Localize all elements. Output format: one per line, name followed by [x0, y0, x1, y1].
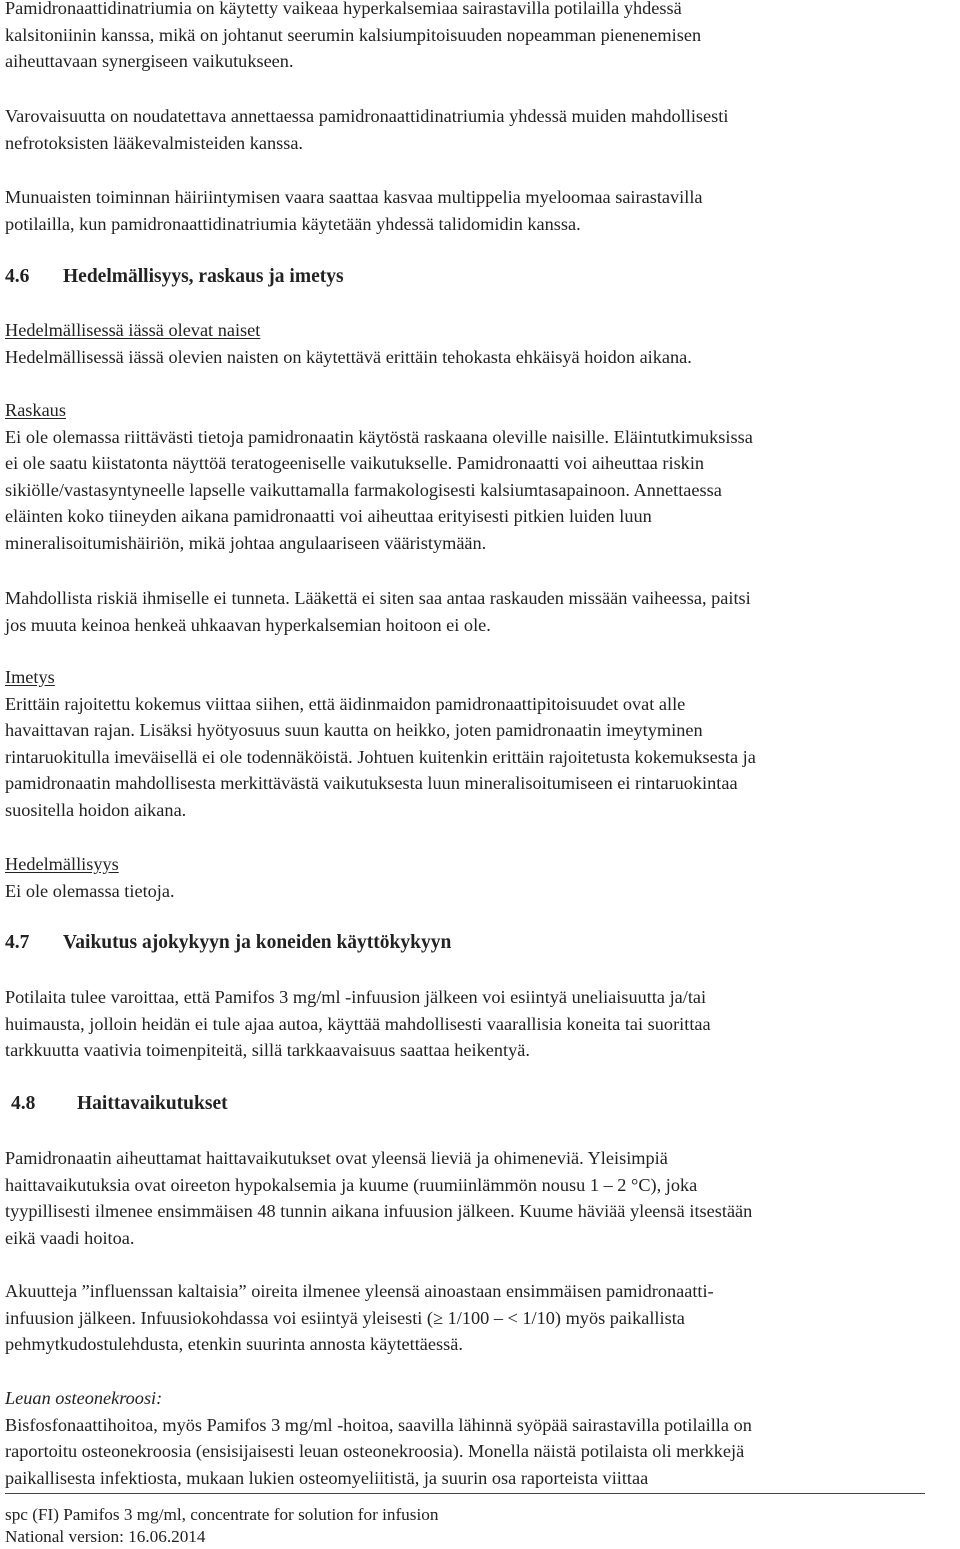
text-line: haittavaikutuksia ovat oireeton hypokalsemia ja kuume (ruumiinlämmön nousu 1 – 2 °C), joka	[5, 1174, 698, 1195]
section-title: Haittavaikutukset	[77, 1093, 228, 1114]
section-number: 4.6	[5, 266, 30, 287]
paragraph-renal-thalidomide	[5, 184, 956, 237]
paragraph-adverse-effects-overview	[5, 1145, 956, 1251]
text-line: mineralisoitumishäiriön, mikä johtaa angulaariseen vääristymään.	[5, 532, 487, 553]
text-line: Bisfosfonaattihoitoa, myös Pamifos 3 mg/ml -hoitoa, saavilla lähinnä syöpää sairastavilla potilailla on	[5, 1414, 752, 1435]
subsection-fertility	[5, 851, 956, 904]
text-line: Munuaisten toiminnan häiriintymisen vaara saattaa kasvaa multippelia myeloomaa sairastavilla	[5, 187, 703, 207]
text-line: Pamidronaatin aiheuttamat haittavaikutukset ovat yleensä lieviä ja ohimeneviä. Yleisimpiä	[5, 1148, 668, 1168]
section-heading-4-6	[5, 264, 956, 291]
paragraph-nephrotoxic-caution	[5, 103, 956, 156]
text-line: nefrotoksisten lääkevalmisteiden kanssa.	[5, 132, 303, 153]
text-line: paikallisesta infektiosta, mukaan lukien osteomyeliitistä, ja suurin osa raporteista viittaa	[5, 1467, 649, 1488]
paragraph-driving-warning	[5, 984, 956, 1064]
text-line: suositella hoidon aikana.	[5, 799, 187, 820]
text-line: Potilaita tulee varoittaa, että Pamifos 3 mg/ml -infuusion jälkeen voi esiintyä uneliaisuutta ja/tai	[5, 987, 707, 1007]
text-line: sikiölle/vastasyntyneelle lapselle vaikuttamalla farmakologisesti kalsiumtasapainoon. Annettaessa	[5, 479, 722, 500]
text-line: infuusion jälkeen. Infuusiokohdassa voi esiintyä yleisesti (≥ 1/100 – < 1/10) myös paikallista	[5, 1307, 685, 1328]
paragraph-flu-like-symptoms	[5, 1278, 956, 1358]
subheading-jaw-osteonecrosis: Leuan osteonekroosi:	[5, 1388, 163, 1408]
subheading-breastfeeding: Imetys	[5, 667, 55, 687]
section-number: 4.8	[11, 1093, 36, 1114]
text-line: raportoitu osteonekroosia (ensisijaisesti leuan osteonekroosia). Monella näistä potilaista oli merkkejä	[5, 1441, 745, 1461]
section-title: Vaikutus ajokykyyn ja koneiden käyttökykyyn	[63, 932, 452, 953]
text-line: Mahdollista riskiä ihmiselle ei tunneta. Lääkettä ei siten saa antaa raskauden missään vaiheessa, paitsi	[5, 588, 751, 608]
section-title: Hedelmällisyys, raskaus ja imetys	[63, 266, 344, 287]
text-line: Hedelmällisessä iässä olevien naisten on käytettävä erittäin tehokasta ehkäisyä hoidon aikana.	[5, 346, 692, 367]
text-line: Ei ole olemassa riittävästi tietoja pamidronaatin käytöstä raskaana oleville naisille. Eläintutkimuksissa	[5, 426, 753, 447]
text-line: rintaruokitulla imeväisellä ei ole todennäköistä. Johtuen kuitenkin erittäin rajoitetusta kokemuksesta ja	[5, 746, 756, 767]
text-line: tarkkuutta vaativia toimenpiteitä, sillä tarkkaavaisuus saattaa heikentyä.	[5, 1040, 530, 1060]
text-line: Ei ole olemassa tietoja.	[5, 880, 175, 901]
subheading-fertile-women: Hedelmällisessä iässä olevat naiset	[5, 320, 261, 340]
footer-version-line: National version: 16.06.2014	[5, 1527, 206, 1546]
paragraph-interaction-calcitonin	[5, 0, 956, 75]
footer-product-line: spc (FI) Pamifos 3 mg/ml, concentrate for solution for infusion	[5, 1505, 439, 1524]
section-number: 4.7	[5, 932, 30, 953]
text-line: huimausta, jolloin heidän ei tule ajaa autoa, käyttää mahdollisesti vaarallisia koneita tai suorittaa	[5, 1013, 711, 1034]
text-line: eläinten koko tiineyden aikana pamidronaatti voi aiheuttaa erityisesti pitkien luiden luun	[5, 506, 652, 526]
text-line: pehmytkudostulehdusta, etenkin suurinta annosta käytettäessä.	[5, 1334, 463, 1354]
paragraph-human-risk	[5, 585, 956, 638]
text-line: Akuutteja ”influenssan kaltaisia” oireita ilmenee yleensä ainoastaan ensimmäisen pamidronaatti-	[5, 1281, 714, 1301]
subsection-jaw-osteonecrosis	[5, 1385, 956, 1491]
text-line: jos muuta keinoa henkeä uhkaavan hyperkalsemian hoitoon ei ole.	[5, 614, 491, 635]
text-line: kalsitoniinin kanssa, mikä on johtanut seerumin kalsiumpitoisuuden nopeamman pienenemisen	[5, 24, 702, 45]
section-heading-4-8	[11, 1091, 956, 1118]
subheading-pregnancy: Raskaus	[5, 400, 66, 420]
text-line: Varovaisuutta on noudatettava annettaessa pamidronaattidinatriumia yhdessä muiden mahdollisesti	[5, 106, 729, 126]
subsection-pregnancy	[5, 397, 956, 556]
text-line: tyypillisesti ilmenee ensimmäisen 48 tunnin aikana infuusion jälkeen. Kuume häviää yleensä itsestään	[5, 1201, 753, 1221]
text-line: Pamidronaattidinatriumia on käytetty vaikeaa hyperkalsemiaa sairastavilla potilailla yhdessä	[5, 0, 682, 18]
text-line: Erittäin rajoitettu kokemus viittaa siihen, että äidinmaidon pamidronaattipitoisuudet ovat alle	[5, 693, 686, 714]
text-line: havaittavan rajan. Lisäksi hyötyosuus suun kautta on heikko, joten pamidronaatin imeytyminen	[5, 720, 703, 740]
section-heading-4-7	[5, 930, 956, 957]
subheading-fertility: Hedelmällisyys	[5, 854, 119, 874]
text-line: ei ole saatu kiistatonta näyttöä teratogeeniselle vaikutukselle. Pamidronaatti voi aiheuttaa riskin	[5, 453, 705, 473]
text-line: potilailla, kun pamidronaattidinatriumia käytetään yhdessä talidomidin kanssa.	[5, 213, 581, 234]
subsection-fertile-women	[5, 317, 956, 370]
subsection-breastfeeding	[5, 664, 956, 823]
text-line: aiheuttavaan synergiseen vaikutukseen.	[5, 51, 294, 71]
footer-divider	[5, 1493, 925, 1494]
text-line: pamidronaatin mahdollisesta merkittävästä vaikutuksesta luun mineralisoitumiseen ei rintaruokintaa	[5, 773, 738, 793]
text-line: eikä vaadi hoitoa.	[5, 1227, 135, 1248]
